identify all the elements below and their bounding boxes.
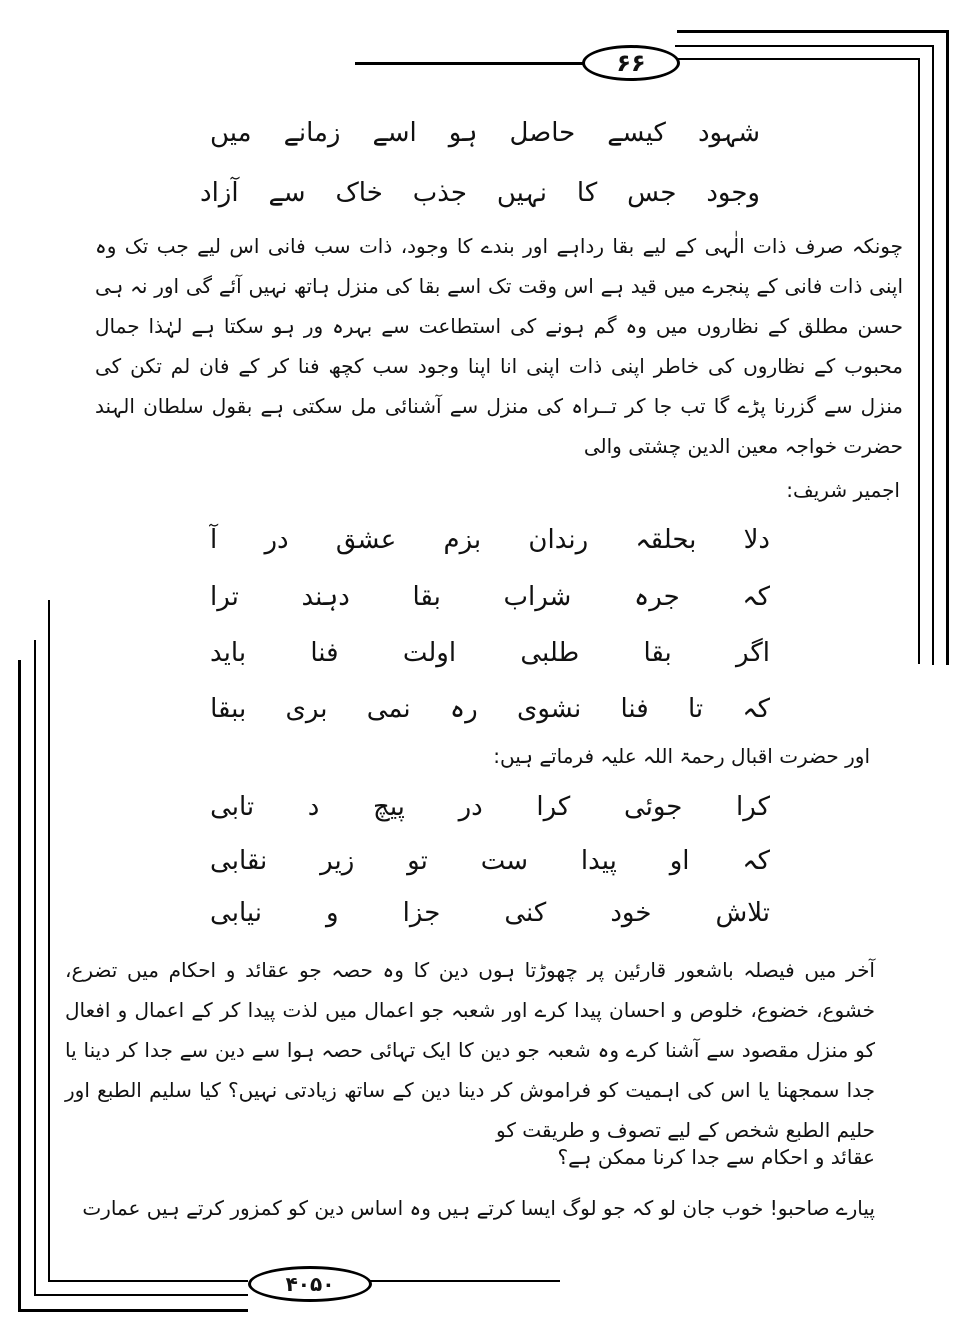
persian-verse-1-line-3 [210,638,770,668]
persian-verse-1-line-1 [210,525,770,555]
verse-word: تو [407,846,428,876]
frame-right-line [946,30,949,665]
verse-word: رہ [449,694,478,724]
couplet-line-1: شہود کیسے حاصل ہو اسے زمانے میں [210,118,760,148]
persian-verse-1-line-2 [210,582,770,612]
persian-verse-2-line-1 [210,792,770,822]
paragraph-1: چونکہ صرف ذات الٰہی کے لیے بقا رداہے اور بندے کا وجود، ذات سب فانی اس لیے جب تک وہ اپنی ذات فانی کے پنجرے میں قید ہے اس وقت تک اسے بقا کی منزل ہاتھ نہیں آئے گی اور نہ ہی حسن مطلق کے نظاروں میں وہ گم ہونے کی استطاعت سے بہرہ ور ہو سکتا ہے لہٰذا جمال محبوب کے نظاروں کی خاطر اپنی ذات اپنی انا اپنا وجود سب کچھ فنا کر کے فان لم تکن کی منزل سے گزرنا پڑے گا تب جا کر تــراہ کی منزل سے آشنائی مل سکتی ہے بقول سلطان الہند حضرت خواجہ معین الدین چشتی والی [95,234,903,458]
verse-word: شراب [503,582,572,612]
frame-right-line [932,45,934,665]
couplet-line-2: وجود جس کا نہیں جذب خاک سے آزاد [200,178,760,208]
verse-word: بقا [412,582,441,612]
frame-left-line [34,640,36,1295]
persian-verse-2-line-3 [210,898,770,928]
verse-word: اگر [736,638,770,668]
frame-bottom-line [370,1280,560,1282]
verse-word: طلبی [520,638,580,668]
verse-word: کرا [736,792,770,822]
frame-right-line [918,58,920,664]
verse-word: کہ [742,694,770,724]
verse-word: عشق [335,525,397,555]
paragraph-2-end: عقائد و احکام سے جدا کرنا ممکن ہے؟ [557,1145,875,1169]
verse-word: ست [480,846,529,876]
verse-word: جوئی [623,792,683,822]
verse-word: تابی [210,792,255,822]
verse-word: جزا [402,898,441,928]
verse-word: اولت [402,638,457,668]
verse-word: بری [285,694,328,724]
verse-word: نقابی [210,846,268,876]
verse-word: زیر [320,846,355,876]
verse-word: فنا [620,694,649,724]
frame-top-line [355,62,587,65]
verse-word: ببقا [210,694,247,724]
top-page-number: ۶۶ [582,45,680,81]
frame-bottom-line [48,1280,248,1282]
verse-word: بقا [643,638,672,668]
verse-word: نشوی [516,694,582,724]
verse-word: کرا [536,792,571,822]
frame-left-line [48,600,50,1280]
verse-word: پیدا [580,846,617,876]
verse-word: نمی [366,694,411,724]
verse-word: فنا [310,638,339,668]
bottom-page-number: ۴۰۵۰ [248,1266,372,1302]
verse-word: بحلقہ [635,525,697,555]
verse-word: در [458,792,483,822]
verse-word: رندان [528,525,589,555]
verse-word: بزم [443,525,482,555]
verse-word: او [669,846,690,876]
frame-top-line [675,45,933,47]
verse-word: خود [610,898,652,928]
verse-word: تلاش [715,898,770,928]
persian-verse-1-line-4 [210,694,770,724]
verse-word: آ [210,525,218,555]
verse-word: تا [687,694,704,724]
frame-top-line [677,30,947,33]
verse-word: دلا [743,525,770,555]
paragraph-3: پیارے صاحبو! خوب جان لو کہ جو لوگ ایسا کرتے ہیں وہ اساس دین کو کمزور کرتے ہیں عمارت [82,1196,875,1220]
verse-word: پیچ [373,792,405,822]
verse-word: جرہ [634,582,680,612]
verse-word: دہند [301,582,350,612]
frame-bottom-line [18,1309,248,1312]
paragraph-2: آخر میں فیصلہ باشعور قارئین پر چھوڑتا ہوں دین کا وہ حصہ جو عقائد و احکام میں تضرع، خشوع، خضوع، خلوص و احسان پیدا کرے اور شعبہ جو اعمال میں لذت پیدا کر کے اعمال و افعال کو منزل مقصود سے آشنا کرے وہ شعبہ جو دین کا ایک تہائی حصہ ہوا سے دین سے جدا کر دینا یا جدا سمجھنا یا اس کی اہمیت کو فراموش کر دینا دین کے ساتھ زیادتی نہیں؟ کیا سلیم الطبع اور حلیم الطبع شخص کے لیے تصوف و طریقت کو [65,958,875,1142]
verse-word: باید [210,638,247,668]
attribution-ajmer: اجمیر شریف: [786,478,900,502]
frame-top-line [675,58,919,60]
verse-word: نیابی [210,898,262,928]
verse-word: کہ [742,582,770,612]
attribution-iqbal: اور حضرت اقبال رحمۃ اللہ علیہ فرماتے ہیں: [493,744,870,768]
verse-word: کنی [504,898,547,928]
persian-verse-2-line-2 [210,846,770,876]
frame-bottom-line [34,1294,248,1296]
verse-word: ترا [210,582,239,612]
verse-word: و [326,898,339,928]
verse-word: د [307,792,320,822]
frame-left-line [18,660,21,1310]
verse-word: در [264,525,289,555]
verse-word: کہ [742,846,770,876]
